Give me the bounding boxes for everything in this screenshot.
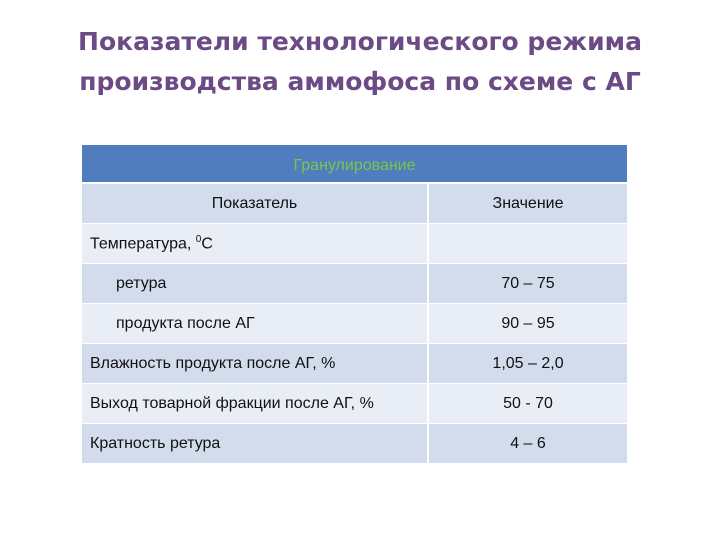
table-row: [82, 384, 627, 424]
row-value: 1,05 – 2,0: [428, 344, 627, 384]
column-header-value: Значение: [428, 183, 627, 224]
slide-title: Показатели технологического режима производства аммофоса по схеме с АГ: [78, 27, 642, 96]
row-label: Кратность ретура: [82, 424, 428, 464]
row-value: 70 – 75: [428, 264, 627, 304]
table-column-header-row: [82, 183, 627, 224]
row-value: 90 – 95: [428, 304, 627, 344]
section-header-label: Гранулирование: [293, 156, 416, 174]
table-row: [82, 424, 627, 464]
row-label: Температура, $^0$С: [82, 224, 428, 264]
section-header-cell: [82, 145, 627, 183]
row-label: продукта после АГ: [82, 304, 428, 344]
table-row: [82, 304, 627, 344]
table-row: [82, 264, 627, 304]
row-value: 50 - 70: [428, 384, 627, 424]
table-row: [82, 344, 627, 384]
column-header-indicator: Показатель: [82, 183, 428, 224]
row-label: Выход товарной фракции после АГ, %: [82, 384, 428, 424]
table-section-header-row: [82, 145, 627, 183]
row-label: Влажность продукта после АГ, %: [82, 344, 428, 384]
row-label: ретура: [82, 264, 428, 304]
regime-table: [82, 145, 627, 464]
table-row: [82, 224, 627, 264]
row-value: 4 – 6: [428, 424, 627, 464]
row-value: [428, 224, 627, 264]
